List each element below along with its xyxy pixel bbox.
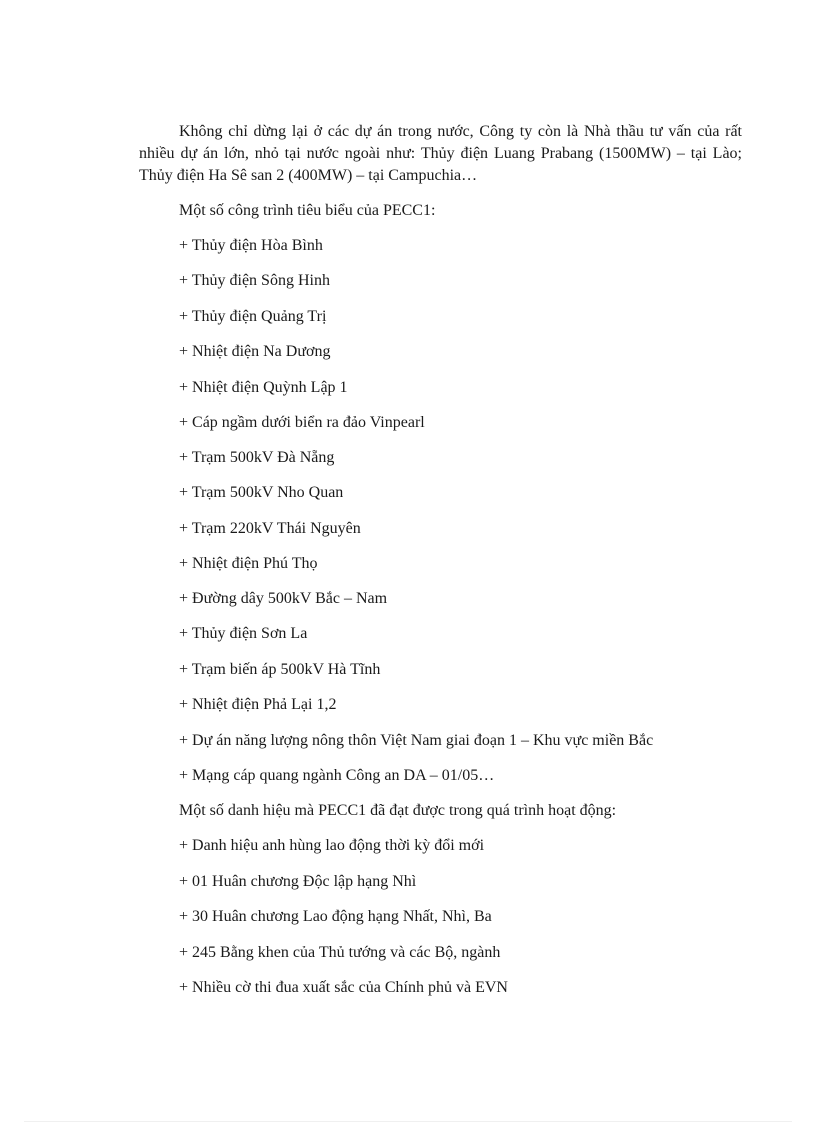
project-item: + Thủy điện Sơn La xyxy=(179,625,308,642)
project-item: + Trạm 500kV Nho Quan xyxy=(179,484,344,501)
project-item: + Thủy điện Quảng Trị xyxy=(179,308,327,325)
project-item: + Dự án năng lượng nông thôn Việt Nam giai đoạn 1 – Khu vực miền Bắc xyxy=(179,732,654,749)
award-item: + 01 Huân chương Độc lập hạng Nhì xyxy=(179,873,417,890)
project-item: + Mạng cáp quang ngành Công an DA – 01/05… xyxy=(179,767,495,784)
project-item: + Nhiệt điện Na Dương xyxy=(179,343,331,360)
page-bottom-divider xyxy=(24,1121,792,1122)
award-item: + Nhiều cờ thi đua xuất sắc của Chính phủ và EVN xyxy=(179,979,508,996)
project-item: + Cáp ngầm dưới biển ra đảo Vinpearl xyxy=(179,414,425,431)
awards-heading: Một số danh hiệu mà PECC1 đã đạt được trong quá trình hoạt động: xyxy=(179,802,617,819)
award-item: + 245 Bằng khen của Thủ tướng và các Bộ, ngành xyxy=(179,944,501,961)
project-item: + Nhiệt điện Phú Thọ xyxy=(179,555,318,572)
projects-heading: Một số công trình tiêu biểu của PECC1: xyxy=(179,202,436,219)
project-item: + Nhiệt điện Quỳnh Lập 1 xyxy=(179,379,348,396)
project-item: + Nhiệt điện Phả Lại 1,2 xyxy=(179,696,337,713)
intro-paragraph: Không chỉ dừng lại ở các dự án trong nước, Công ty còn là Nhà thầu tư vấn của rất nhiều dự án lớn, nhỏ tại nước ngoài như: Thủy điện Luang Prabang (1500MW) – tại Lào; Thủy điện Ha Sê san 2 (400MW) – tại Campuchia… xyxy=(139,123,742,184)
project-item: + Thủy điện Sông Hinh xyxy=(179,272,330,289)
project-item: + Đường dây 500kV Bắc – Nam xyxy=(179,590,388,607)
project-item: + Trạm 500kV Đà Nẵng xyxy=(179,449,335,466)
award-item: + Danh hiệu anh hùng lao động thời kỳ đổi mới xyxy=(179,837,485,854)
project-item: + Thủy điện Hòa Bình xyxy=(179,237,323,254)
award-item: + 30 Huân chương Lao động hạng Nhất, Nhì, Ba xyxy=(179,908,492,925)
project-item: + Trạm 220kV Thái Nguyên xyxy=(179,520,361,537)
project-item: + Trạm biến áp 500kV Hà Tĩnh xyxy=(179,661,381,678)
